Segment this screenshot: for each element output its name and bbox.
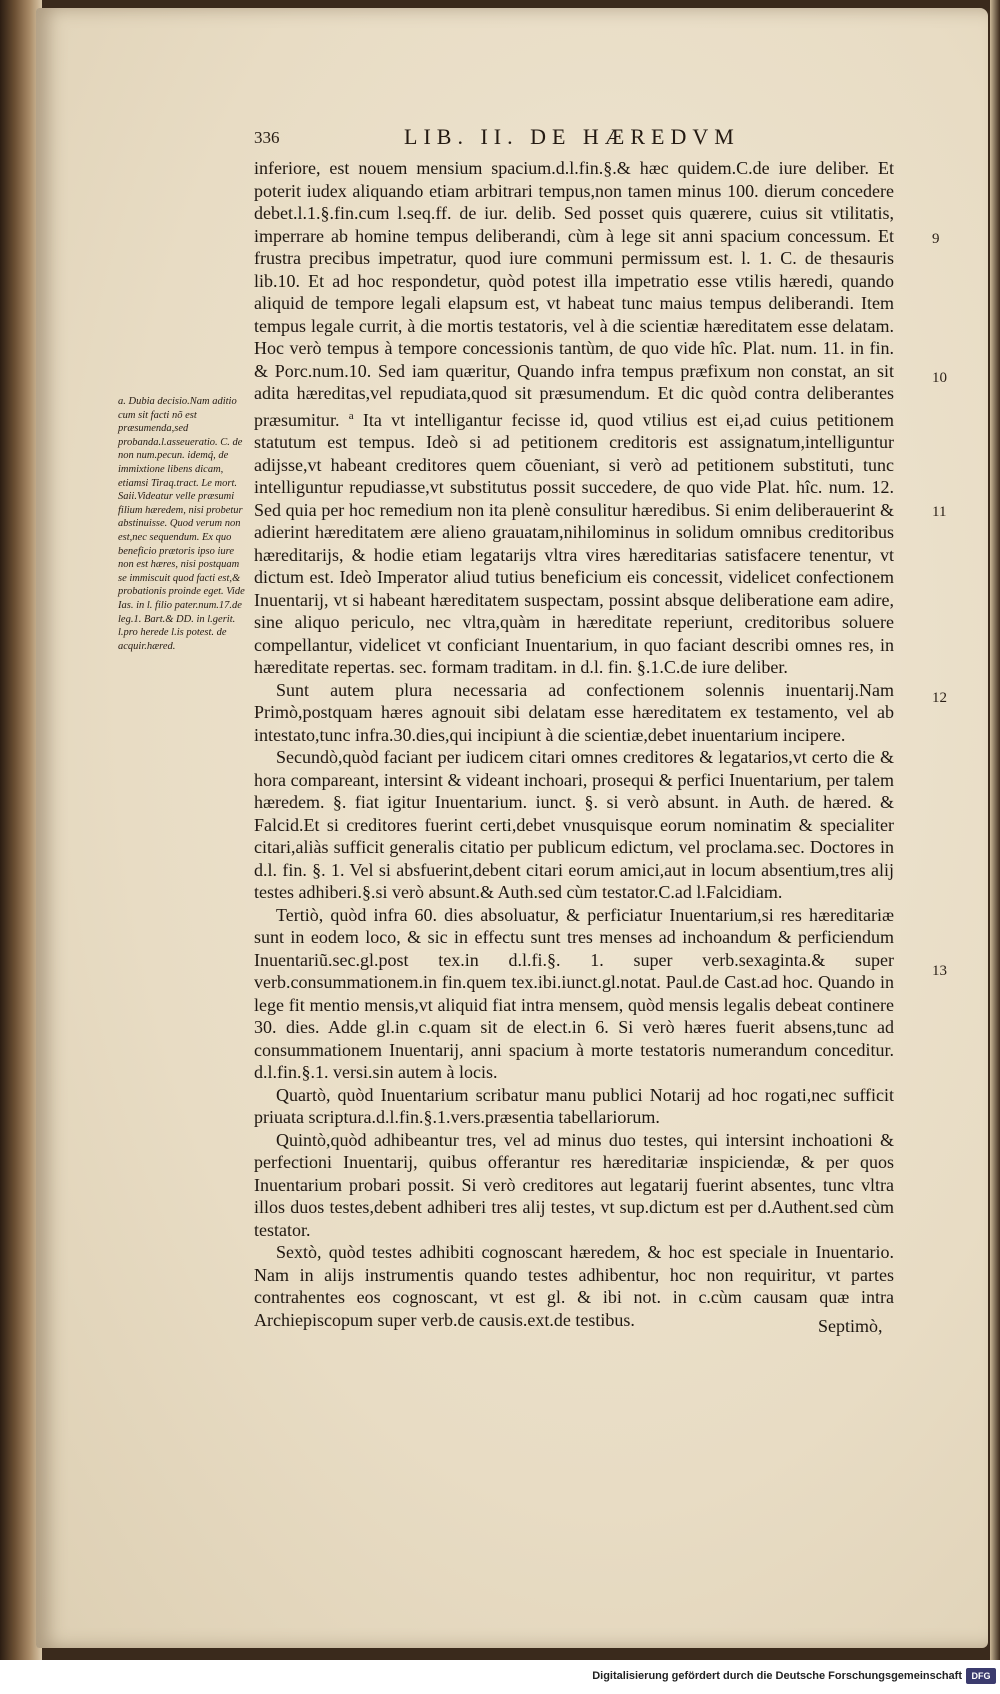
running-title: LIB. II. DE HÆREDVM <box>404 124 740 149</box>
margin-note: a. Dubia decisio.Nam aditio cum sit facti nõ est præsumenda,sed probanda.l.asseueratio. C. de non num.pecun. idemq́, de immixtione libens dicam, etiamsi Tiraq.tract. Le mort. Saii.Videatur velle præsumi filium hæredem, nisi probetur abstinuisse. Quod verum non est,nec sequendum. Ex quo beneficio prætoris ipso iure non est hæres, nisi postquam se immiscuit quod facti est,& probationis proinde eget. Vide Ias. in l. filio pater.num.17.de leg.1. Bart.& DD. in l.gerit. l.pro herede l.is potest. de acquir.hæred. <box>118 396 245 652</box>
paragraph: Sextò, quòd testes adhibiti cognoscant hæredem, & hoc est speciale in Inuentario. Nam in alijs instrumentis quando testes adhibentur, hoc non requiritur, vt partes contrahentes eos cognoscant, vt est gl. & ibi not. in c.cùm causam quæ intra Archiepiscopum super verb.de causis.ext.de testibus. <box>254 1242 894 1330</box>
paragraph: inferiore, est nouem mensium spacium.d.l.fin.§.& hæc quidem.C.de iure deliber. Et poterit iudex aliquando etiam arbitrari tempus,non tamen minus 100. dierum concedere debet.l.1.§.fin.cum l.seq.ff. de iur. delib. Sed posset quis quærere, cuius sit vtilitatis, imperrare ab homine tempus deliberandi, cùm à lege sit anni spacium concessum. Et frustra precibus impetratur, quod iure communi permissum est. l. 1. C. de thesauris lib.10. Et ad hoc respondetur, quòd potest illa impetratio esse vtilis hæredi, quando aliquid de tempore legali elapsum est, vt habeat tunc maius tempus deliberandi. Item tempus legale currit, à die mortis testatoris, vel à die scientiæ hæreditatem esse delatam. Hoc verò tempus à tempore concessionis tantùm, de quo vide hîc. Plat. num. 11. in fin. & Porc.num.10. Sed iam quæritur, Quando infra tempus præfixum non constat, an sit adita hæreditas,vel repudiata,quod sit præsumendum. Et dic quòd contra deliberantes præsumitur. $^a$ Ita vt intelligantur fecisse id, quod vtilius est ei,ad cuius petitionem statutum est tempus. Ideò si ad petitionem creditoris est assignatum,intelliguntur adijsse,vt habeant creditores quem cõueniant, si verò ad petitionem substituti, tunc intelliguntur repudiasse,vt substitutus possit succedere, de quo vide Plat. hîc. num. 12. Sed quia per hoc remedium non ita plenè consulitur hæredibus. Si enim deliberauerint & adierint hæreditatem ære alieno grauatam,nihilominus in solidum omnibus creditoribus hæreditarijs, & hodie etiam legatarijs vltra vires hæreditarias satisfacere tenentur, vt dictum est. Ideò Imperator aliud tutius beneficium eis concessit, videlicet confectionem Inuentarij, vt si habeant hæreditatem suspectam, possint absque deliberatione eam adire, sine aliquo periculo, nec vltra,quàm in hæreditate reperiunt, creditoribus soluere compellantur, videlicet vt conficiant Inuentarium, in quo faciant describi omnes res, in hæreditate repertas. sec. formam traditam. in d.l. fin. §.1.C.de iure deliber. <box>254 158 895 677</box>
footnote-marker: a <box>348 409 354 422</box>
paragraph: Tertiò, quòd infra 60. dies absoluatur, & perficiatur Inuentarium,si res hæreditariæ sunt in eodem loco, & sic in effectu sunt tres menses ad inchoandum & perficiendum Inuentariũ.sec.gl.post tex.in d.l.fi.§. 1. super verb.sexaginta.& super verb.consummationem.in fin.quem tex.ibi.iunct.gl.notat. Paul.de Cast.ad hoc. Quando in lege fit mentio mensis,vt aliquid fiat intra mensem, quòd mensis legalis debeat continere 30. dies. Adde gl.in c.quam sit de elect.in 6. Si verò hæres fuerit absens,tunc ad consummationem Inuentarij, anni spacium à morte testatoris numerandum conceditur. d.l.fin.§.1. versi.sin autem à locis. <box>254 904 894 1082</box>
margin-number: 11 <box>932 504 947 520</box>
paragraph: Quartò, quòd Inuentarium scribatur manu publici Notarij ad hoc rogati,nec sufficit priuata scriptura.d.l.fin.§.1.vers.præsentia tabellariorum. <box>254 1084 894 1127</box>
running-head <box>254 124 874 154</box>
page-number: 336 <box>254 128 280 147</box>
paragraph: Secundò,quòd faciant per iudicem citari omnes creditores & legatarios,vt certo die & hora compareant, intersint & videant inchoari, prosequi & perfici Inuentarium, per talem hæredem. §. fiat igitur Inuentarium. iunct. §. si verò absunt. in Auth. de hæred. & Falcid.Et si creditores fuerint certi,debet vnusquisque eorum nominatim & specialiter citari,aliàs sufficit generalis citatio per publicum edictum, vel proclama.sec. Doctores in d.l. fin. §. 1. Vel si absfuerint,debent citari eorum amici,aut in locum absentium,tres alij testes adhiberi.§.si verò absunt.& Auth.sed cùm testator.C.ad l.Falcidiam. <box>254 747 894 902</box>
margin-number: 9 <box>932 231 940 247</box>
margin-section-numbers <box>932 8 962 1648</box>
margin-number: 13 <box>932 963 947 979</box>
margin-number: 10 <box>932 370 947 386</box>
catchword: Septimò, <box>818 1316 883 1336</box>
footer-bar <box>0 1660 1000 1694</box>
footer-credit: Digitalisierung gefördert durch die Deutsche Forschungsgemeinschaft <box>592 1670 962 1682</box>
paragraph: Sunt autem plura necessaria ad confectionem solennis inuentarij.Nam Primò,postquam hæres agnouit sibi delatam esse hæreditatem ex testamento, vel ab intestato,tunc infra.30.dies,qui incipiunt à die scientiæ,debet inuentarium incipere. <box>254 679 894 745</box>
dfg-logo-icon: DFG <box>966 1668 996 1684</box>
main-text <box>254 157 894 1331</box>
paragraph: Quintò,quòd adhibeantur tres, vel ad minus duo testes, qui intersint inchoationi & perfectioni Inuentarij, quibus offerantur res hæreditariæ inspiciendæ, & per quos Inuentarium probari possit. Si verò creditores aut legatarij fuerint absentes, tunc vltra illos duos testes,debent adhiberi tres alij testes, vt sup.dictum est per d.Authent.sed cùm testator. <box>254 1129 894 1240</box>
margin-number: 12 <box>932 690 947 706</box>
page-edge <box>990 0 1000 1660</box>
